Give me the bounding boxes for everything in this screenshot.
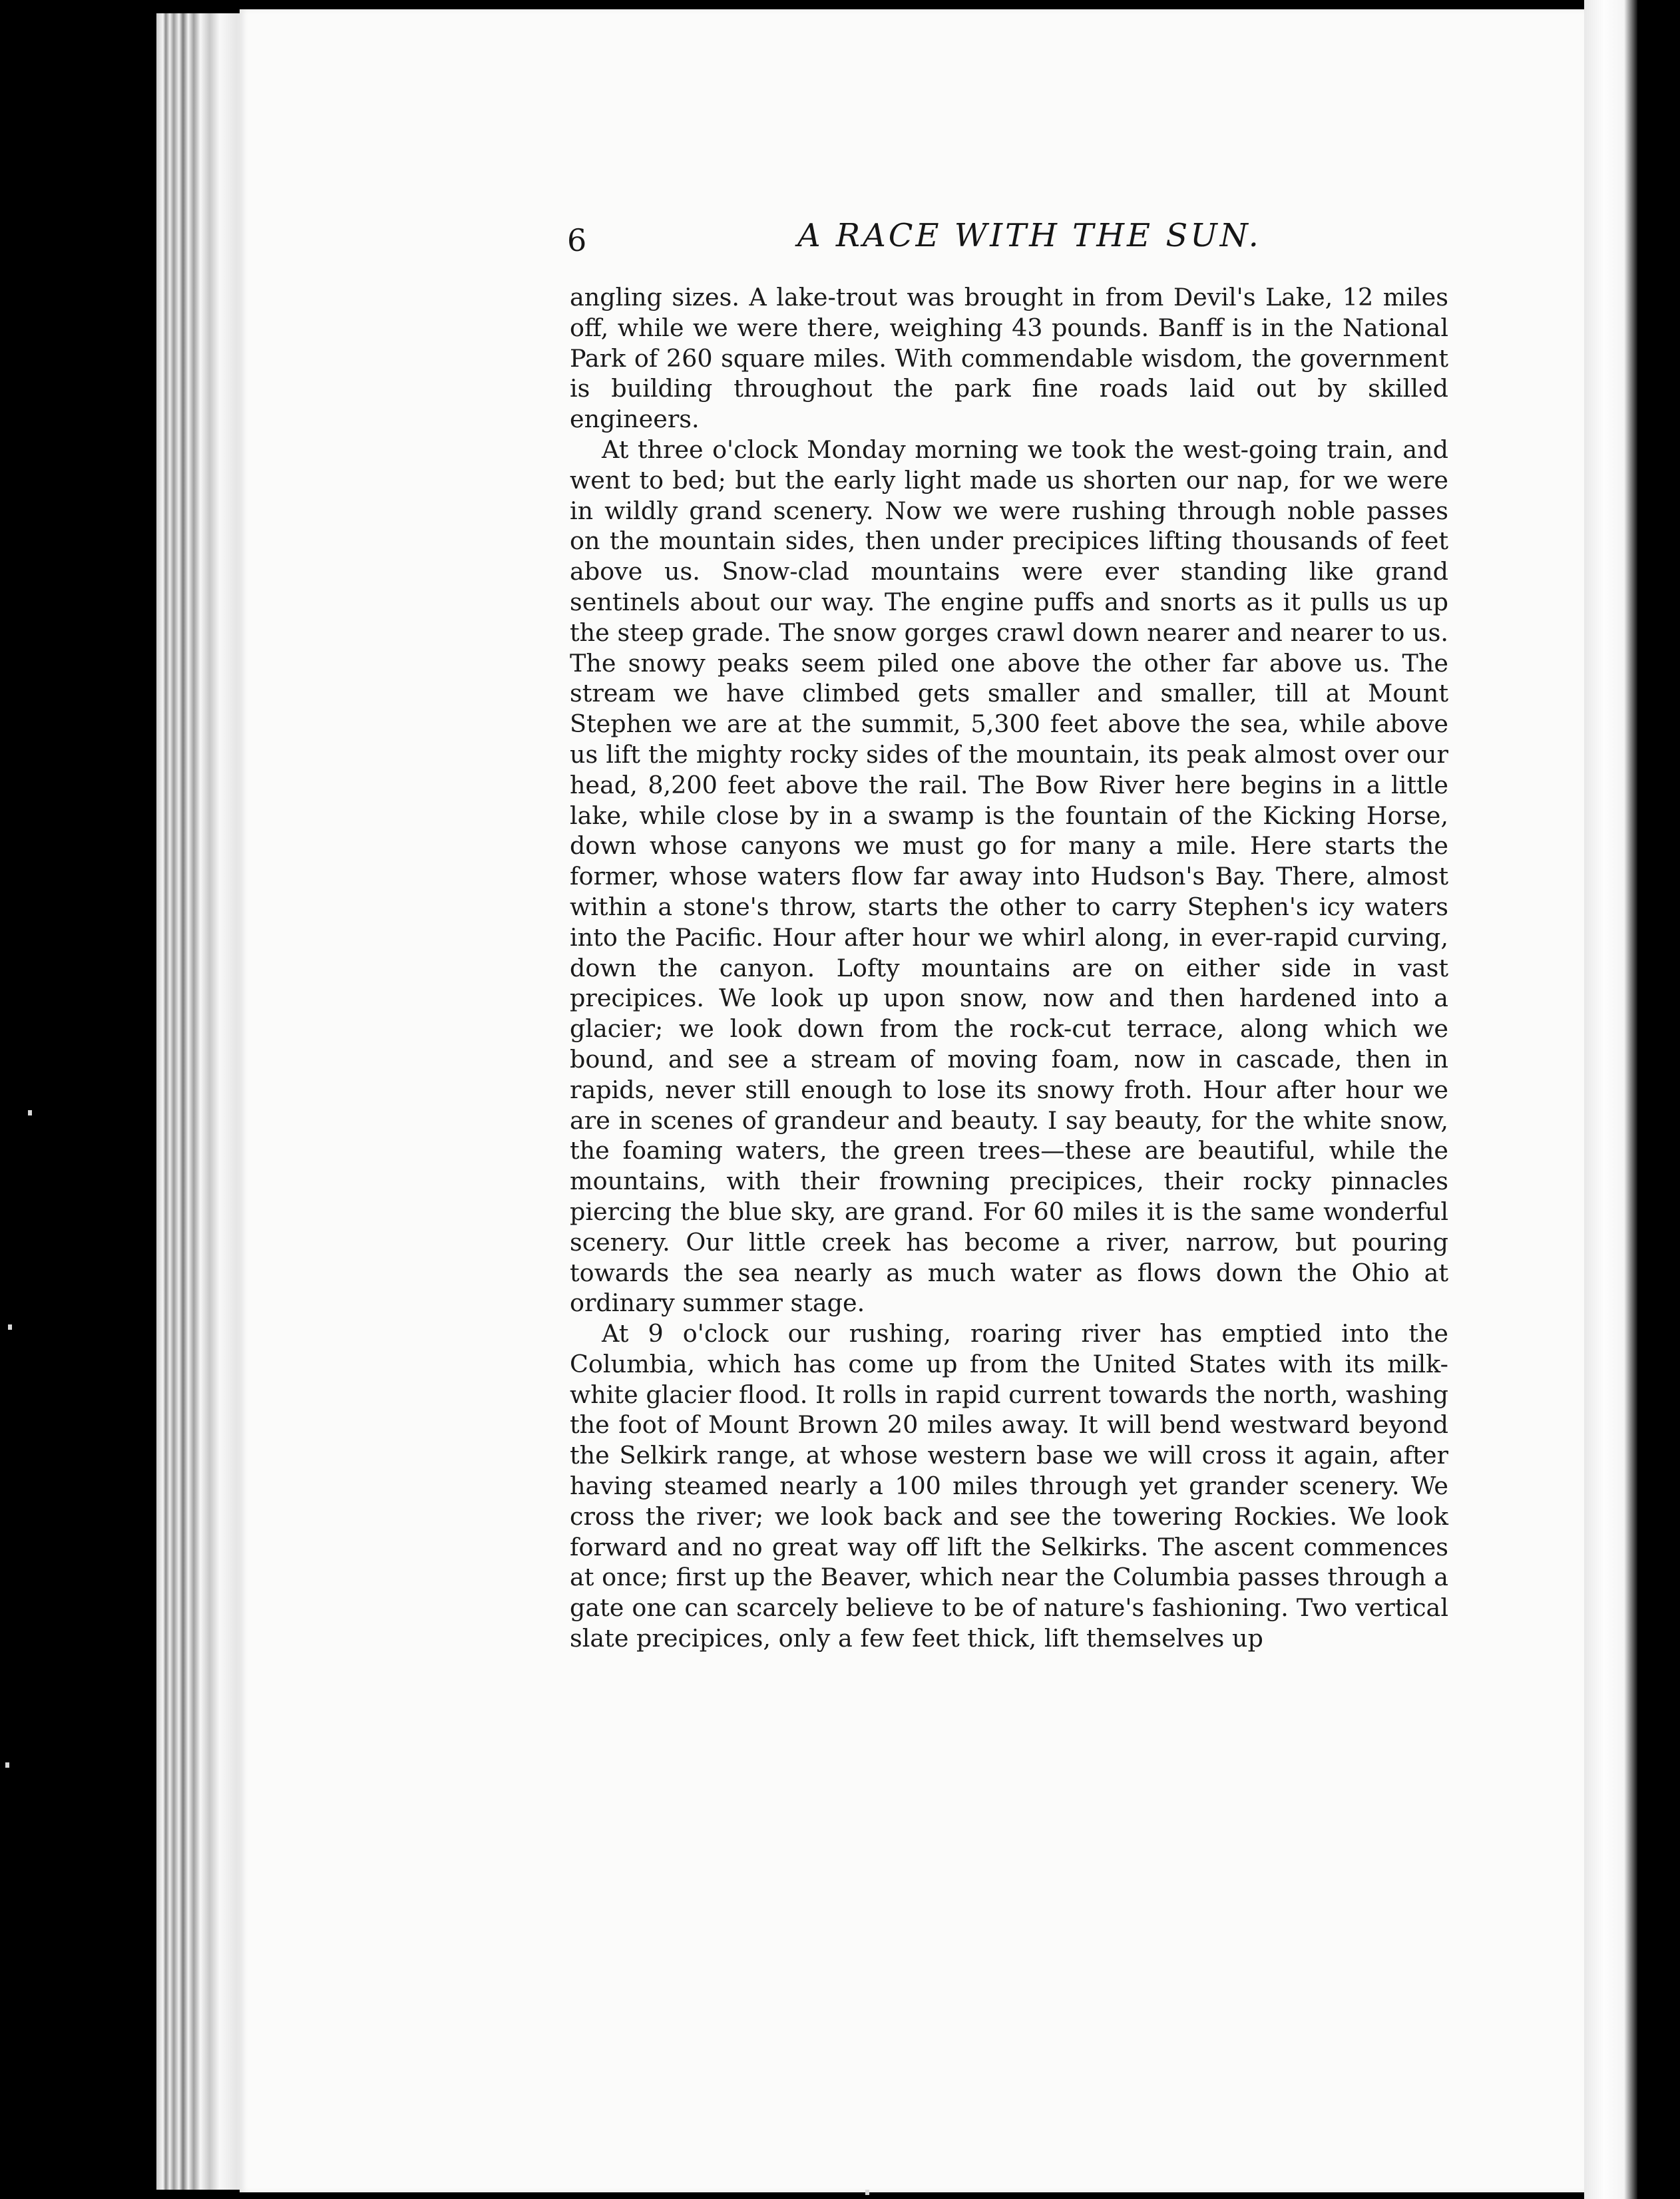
running-head [567, 214, 1446, 261]
body-text [570, 282, 1448, 1654]
paragraph-continued: angling sizes. A lake-trout was brought in from Devil's Lake, 12 miles off, while we were there, weighing 43 pounds. Banff is in the National Park of 260 square miles. With commendable wisdom, the government is building throughout the park fine roads laid out by skilled engineers. [570, 283, 1448, 434]
paragraph-train-journey: At three o'clock Monday morning we took the west-going train, and went to bed; but the early light made us shorten our nap, for we were in wildly grand scenery. Now we were rushing through noble passes on the mountain sides, then under precipices lifting thousands of feet above us. Snow-clad mountains were ever standing like grand sentinels about our way. The engine puffs and snorts as it pulls us up the steep grade. The snow gorges crawl down nearer and nearer to us. The snowy peaks seem piled one above the other far above us. The stream we have climbed gets smaller and smaller, till at Mount Stephen we are at the summit, 5,300 feet above the sea, while above us lift the mighty rocky sides of the mountain, its peak almost over our head, 8,200 feet above the rail. The Bow River here begins in a little lake, while close by in a swamp is the fountain of the Kicking Horse, down whose canyons we must go for many a mile. Here starts the former, whose waters flow far away into Hudson's Bay. There, almost within a stone's throw, starts the other to carry Stephen's icy waters into the Pacific. Hour after hour we whirl along, in ever-rapid curving, down the canyon. Lofty mountains are on either side in vast precipices. We look up upon snow, now and then hardened into a glacier; we look down from the rock-cut terrace, along which we bound, and see a stream of moving foam, now in cascade, then in rapids, never still enough to lose its snowy froth. Hour after hour we are in scenes of grandeur and beauty. I say beauty, for the white snow, the foaming waters, the green trees—these are beautiful, while the mountains, with their frowning precipices, their rocky pinnacles piercing the blue sky, are grand. For 60 miles it is the same wonderful scenery. Our little creek has become a river, narrow, but pouring towards the sea nearly as much water as flows down the Ohio at ordinary summer stage. [570, 435, 1448, 1318]
paragraph-columbia: At 9 o'clock our rushing, roaring river has emptied into the Columbia, which has come up from the United States with its milk-white glacier flood. It rolls in rapid current towards the north, washing the foot of Mount Brown 20 miles away. It will bend westward beyond the Selkirk range, at whose western base we will cross it again, after having steamed nearly a 100 miles through yet grander scenery. We cross the river; we look back and see the towering Rockies. We look forward and no great way off lift the Selkirks. The ascent commences at once; first up the Beaver, which near the Columbia passes through a gate one can scarcely believe to be of nature's fashioning. Two vertical slate precipices, only a few feet thick, lift themselves up [570, 1319, 1448, 1653]
right-page-edge [1584, 0, 1637, 2199]
page-number: 6 [567, 222, 587, 258]
running-title: A RACE WITH THE SUN. [797, 217, 1261, 254]
